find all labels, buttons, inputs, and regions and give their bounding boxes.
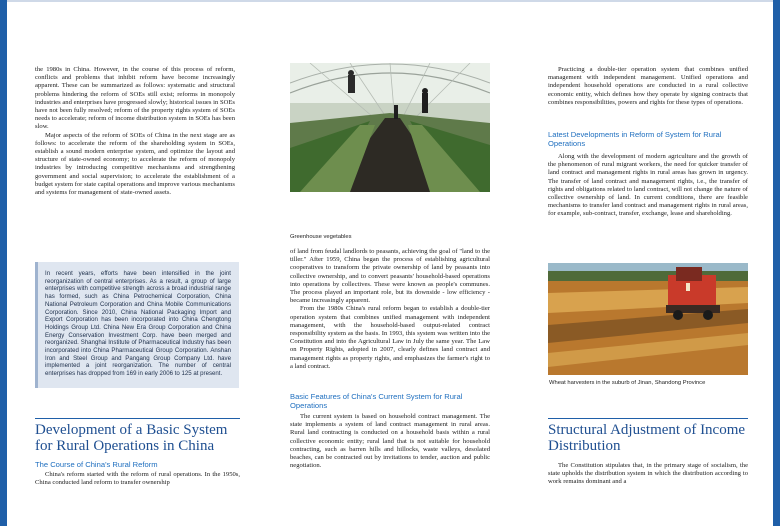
column-middle-bottom: [290, 413, 490, 470]
column-left: [35, 66, 235, 197]
subheading-latest-developments: Latest Developments in Reform of System for Rural Operations: [548, 130, 722, 148]
paragraph: Practicing a double-tier operation system that combines unified management with independent management. Unified operations and independent household operations are conducted in a rural collective economic entity, which defines how they operate by signing contracts that combines responsibilities, powers and rights for these types of operations.: [548, 66, 748, 106]
column-right-middle: [548, 153, 748, 219]
sidebar-box-text: In recent years, efforts have been intensified in the joint reorganization of central enterprises. As a result, a group of large enterprises with competitive strength across a broad industrial range has formed, such as China Petrochemical Corporation, China National Petroleum Corporation and China Mobile Communications Corporation. Since 2010, China National Packaging Import and Export Corporation has been incorporated into China Chengtong Holdings Group Ltd. China New Era Group Corporation and China Energy Conservation Investment Corp. have been merged and reorganized. Shanghai Institute of Pharmaceutical Industry has been incorporated into China Pharmaceutical Group Corporation. Anshan Iron and Steel Group and Pangang Group Company Ltd. have implemented a joint reorganization. The number of central enterprises has dropped from 169 in early 2006 to 125 at present.: [45, 270, 231, 378]
paragraph: Along with the development of modern agriculture and the growth of the phenomenon of rural migrant workers, the need for quicker transfer of land contract and management rights in rural areas has grown in urgency. The transfer of land contract and management rights, i.e., the transfer of rights and obligations related to land contract, will not change the nature of collective ownership of land. In current conditions, there are feasible mechanisms to transfer land contract and management rights in rural areas, for example, sub-contract, transfer, exchange, lease and shareholding.: [548, 153, 748, 218]
section-rule: [548, 418, 748, 419]
section-heading-rural-operations: Development of a Basic System for Rural Operations in China: [35, 422, 228, 454]
top-border: [7, 0, 773, 2]
subheading-course-of-reform: The Course of China's Rural Reform: [35, 460, 158, 469]
column-right: [548, 66, 748, 107]
section-heading-income-distribution: Structural Adjustment of Income Distribution: [548, 422, 746, 454]
paragraph: From the 1980s China's rural reform began to establish a double-tier operation system that combines unified management with independent management, with the household-based output-related contract responsibility system as the basis. In 1993, this system was written into the Constitution and into the Agricultural Law in July the same year. The Law on Property Rights, adopted in 2007, clearly defines land contract and management rights as property rights, and emphasizes the farmer's right to a land contract.: [290, 305, 490, 370]
subheading-basic-features: Basic Features of China's Current System for Rural Operations: [290, 392, 463, 410]
column-left-bottom: [35, 471, 240, 487]
sidebar-box: [35, 262, 239, 388]
sidebar-box-accent: [35, 262, 38, 388]
paragraph: The Constitution stipulates that, in the primary stage of socialism, the state upholds the distribution system in which the distribution according to work remains dominant and a: [548, 462, 748, 486]
section-rule: [35, 418, 240, 419]
right-edge-stripe: [773, 0, 780, 526]
column-middle: [290, 248, 490, 371]
paragraph: China's reform started with the reform of rural operations. In the 1950s, China conducted land reform to transfer ownership: [35, 471, 240, 487]
paragraph: the 1980s in China. However, in the course of this process of reform, conflicts and problems that inhibit reform have become increasingly apparent. These can be summarized as follows: systematic and structural problems hindering the reform of SOEs still exist; reforms in monopoly industries and enterprises have progressed slowly; historical issues in SOEs have not been fully resolved; reform of the property rights system of SOEs needs to accelerate; reform of income distribution system in SOEs has been slow.: [35, 66, 235, 131]
paragraph: Major aspects of the reform of SOEs of China in the next stage are as follows: to accelerate the reform of the shareholding system in SOEs, establish a sound modern enterprise system, and optimize the layout and structure of state-owned economy; to accelerate the reform of monopoly industries by introducing competitive mechanisms and strengthening government and social supervision; to accelerate the establishment of a budget system for state capital operations and improve various mechanisms and systems for management of state-owned assets.: [35, 131, 235, 197]
column-right-bottom: [548, 462, 748, 487]
greenhouse-photo-caption: Greenhouse vegetables: [290, 234, 352, 240]
greenhouse-photo: [290, 63, 490, 192]
paragraph: of land from feudal landlords to peasants, achieving the goal of "land to the tiller." After 1959, China began the process of establishing agricultural cooperatives to transform the private ownership of land by peasants into collective ownership, and to convert peasants' household-based operations into operations by collectives. These were known as people's communes. The process played an important role, but its downside - low efficiency - became increasingly apparent.: [290, 248, 490, 305]
wheat-harvest-photo: [548, 263, 748, 375]
paragraph: The current system is based on household contract management. The state implements a system of land contract management in rural areas. Rural land contracting is conducted on a household basis within a rural collective economic entity; rural land that is not suitable for household contracting, such as barren hills and hillocks, waste valleys, desolated beaches, can be contracted out by invitations to tender, auction and public negotiation.: [290, 413, 490, 470]
wheat-harvest-photo-caption: Wheat harvesters in the suburb of Jinan, Shandong Province: [549, 380, 706, 386]
left-edge-stripe: [0, 0, 7, 526]
